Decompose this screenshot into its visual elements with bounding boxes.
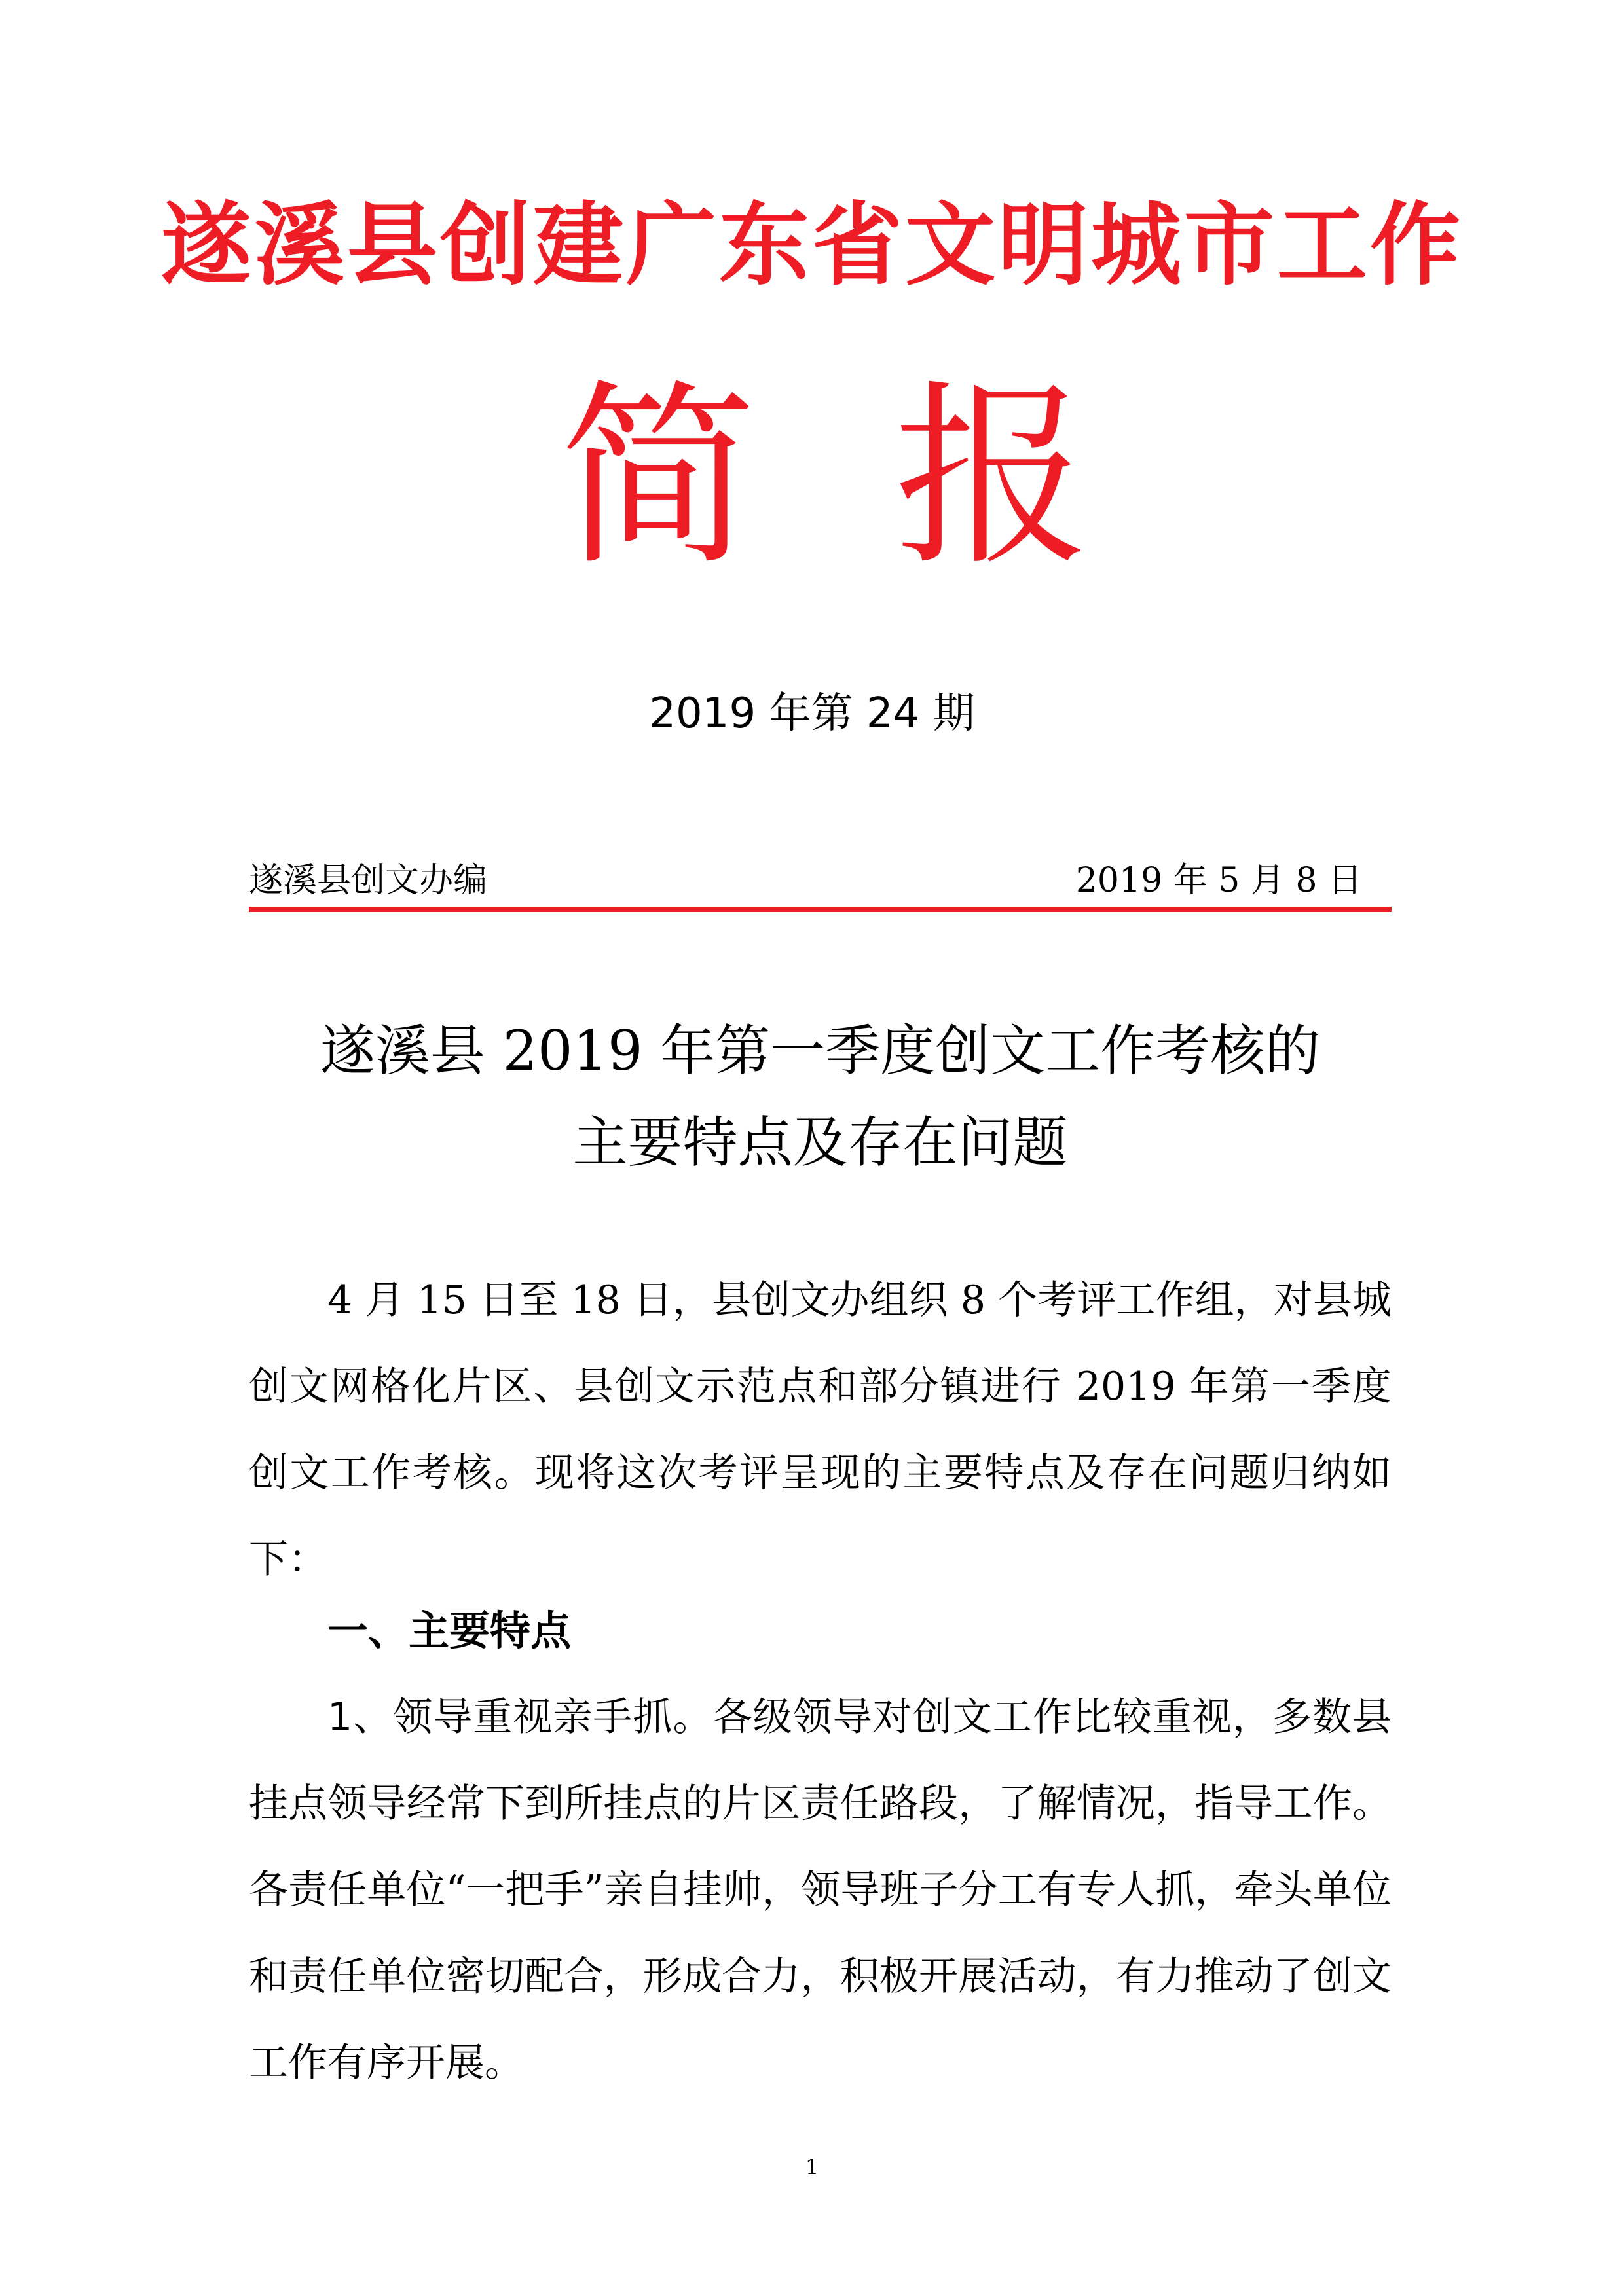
issue-number: 2019 年第 24 期 bbox=[649, 689, 975, 738]
masthead-subtitle-char-1: 简 bbox=[560, 363, 756, 592]
masthead-title: 遂溪县创建广东省文明城市工作 bbox=[160, 192, 1463, 298]
point-1-label: 1、领导重视亲手抓。 bbox=[327, 1694, 713, 1740]
article-title-line-1: 遂溪县 2019 年第一季度创文工作考核的 bbox=[320, 1019, 1321, 1083]
publication-date: 2019 年 5 月 8 日 bbox=[1075, 861, 1362, 900]
editor-line: 遂溪县创文办编 bbox=[249, 861, 488, 900]
article-title-line-2: 主要特点及存在问题 bbox=[572, 1110, 1068, 1175]
article-title bbox=[249, 1005, 1392, 1188]
section-heading-main-features: 一、主要特点 bbox=[327, 1607, 572, 1654]
point-1-block bbox=[249, 1674, 1392, 2106]
intro-paragraph: 4 月 15 日至 18 日，县创文办组织 8 个考评工作组，对县城创文网格化片区、县创文示范点和部分镇进行 2019 年第一季度创文工作考核。现将这次考评呈现的主要特点及存在问题归纳如下： bbox=[249, 1277, 1392, 1582]
masthead-subtitle-char-2: 报 bbox=[894, 363, 1090, 592]
intro-paragraph-block bbox=[249, 1257, 1392, 1603]
masthead-subtitle bbox=[0, 363, 1624, 592]
page-number: 1 bbox=[805, 2155, 819, 2179]
red-divider bbox=[249, 907, 1392, 912]
point-1-paragraph bbox=[249, 1674, 1392, 2106]
point-1-text: 各级领导对创文工作比较重视，多数县挂点领导经常下到所挂点的片区责任路段，了解情况，指导工作。各责任单位“一把手”亲自挂帅，领导班子分工有专人抓，牵头单位和责任单位密切配合，形成合力，积极开展活动，有力推动了创文工作有序开展。 bbox=[249, 1694, 1392, 2086]
